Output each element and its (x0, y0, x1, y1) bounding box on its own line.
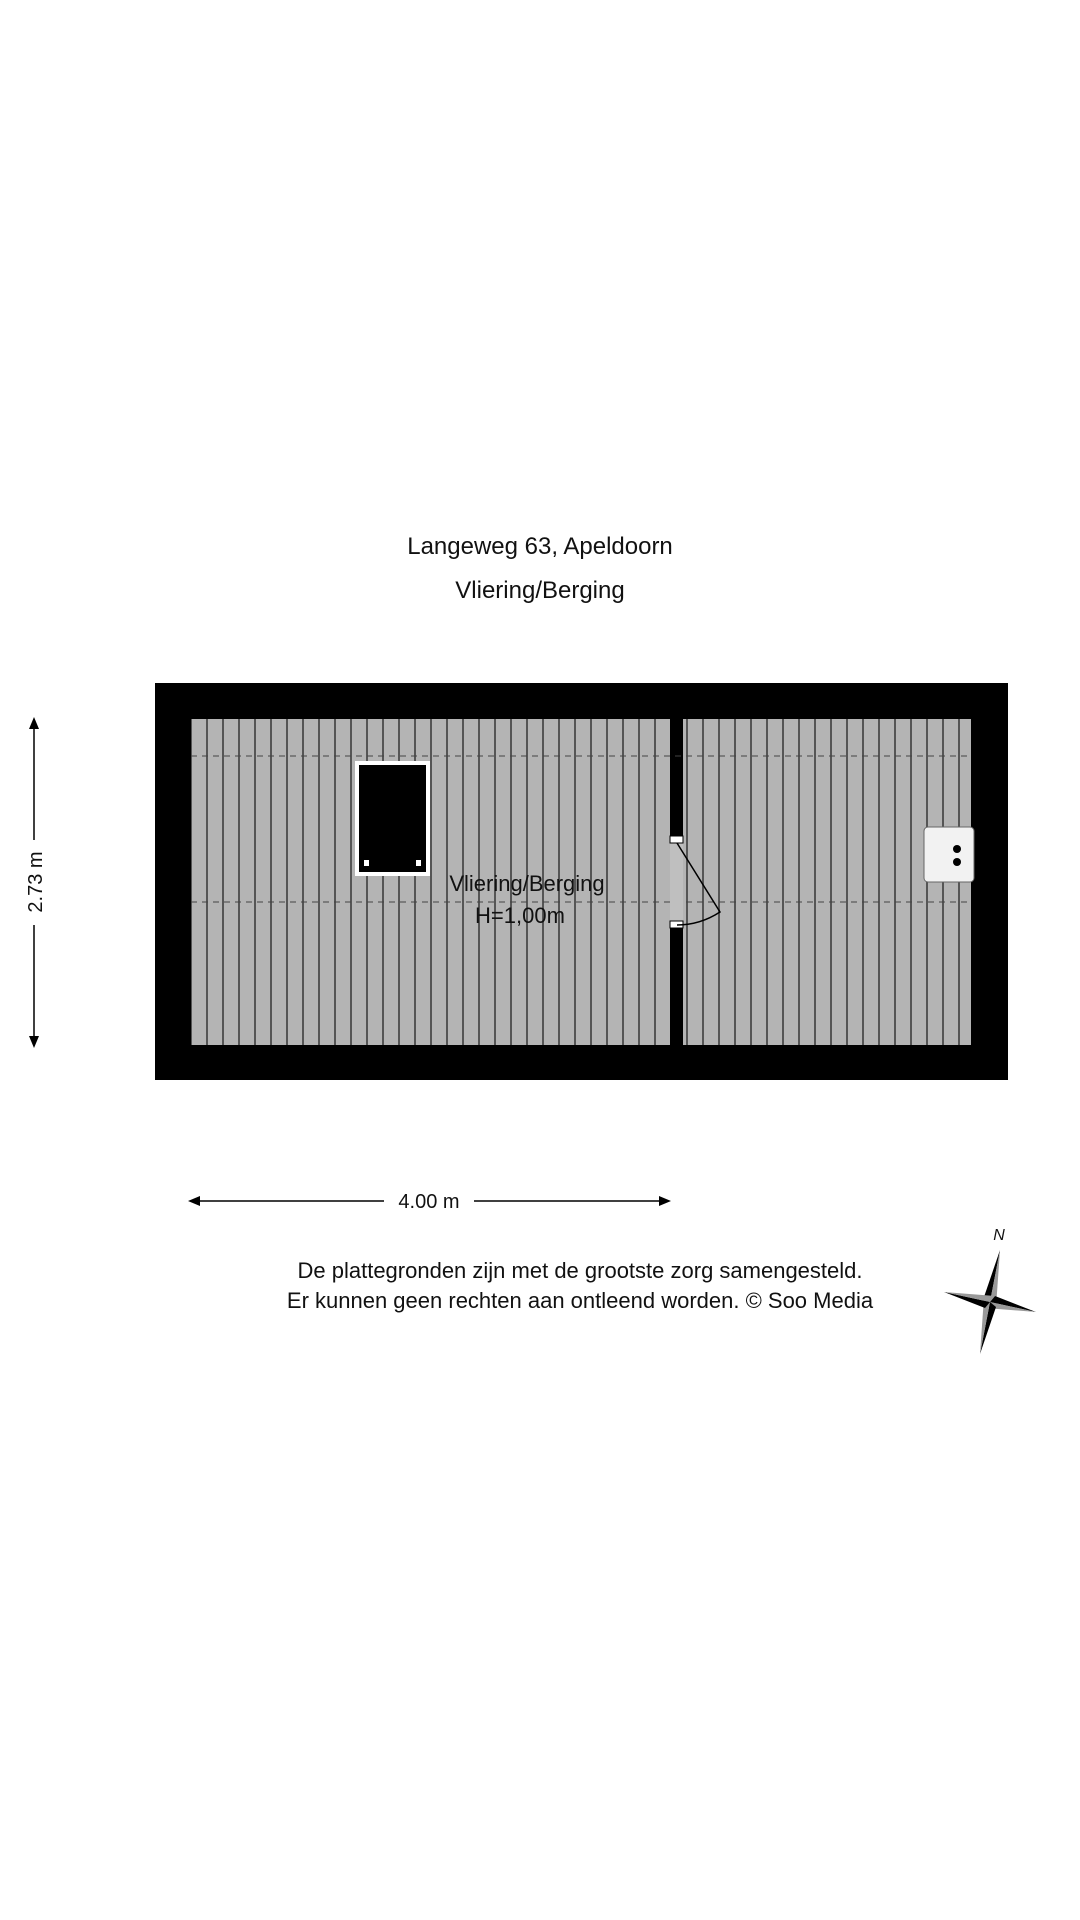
width-dimension (188, 1191, 671, 1213)
compass-north-label: N (993, 1227, 1005, 1244)
depth-label: 2.73 m (25, 851, 47, 913)
depth-dimension (25, 717, 47, 1048)
compass-rose (944, 1227, 1036, 1354)
floor-title: Vliering/Berging (455, 577, 625, 604)
disclaimer-line-2: Er kunnen geen rechten aan ontleend worden. © Soo Media (286, 1288, 874, 1313)
width-label: 4.00 m (398, 1191, 460, 1213)
disclaimer-line-1: De plattegronden zijn met de grootste zorg samengesteld. (297, 1258, 863, 1283)
vent-unit (924, 827, 974, 882)
room-height-label: H=1,00m (475, 903, 565, 928)
address-title: Langeweg 63, Apeldoorn (407, 533, 673, 560)
room-name-label: Vliering/Berging (449, 871, 605, 896)
